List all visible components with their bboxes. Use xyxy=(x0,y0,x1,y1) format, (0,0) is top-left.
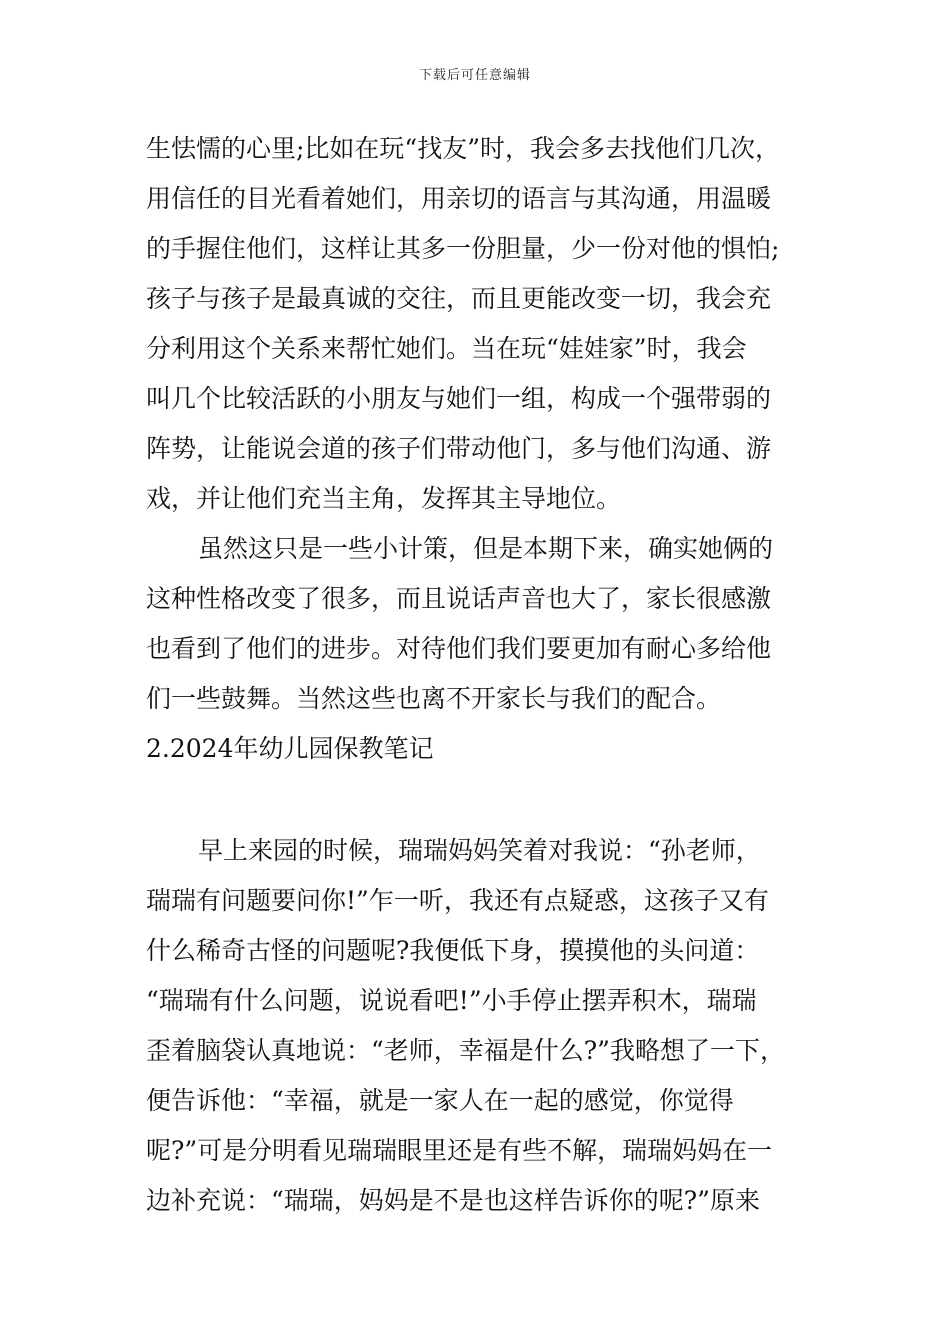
blank-line xyxy=(146,774,826,826)
text-line: 们一些鼓舞。当然这些也离不开家长与我们的配合。 xyxy=(146,684,722,713)
page-header-note: 下载后可任意编辑 xyxy=(418,68,531,83)
section-heading: 2.2024年幼儿园保教笔记 xyxy=(146,734,434,763)
text-line: 歪着脑袋认真地说：“老师，幸福是什么?”我略想了一下， xyxy=(146,1036,785,1065)
text-line: 用信任的目光看着她们，用亲切的语言与其沟通，用温暖 xyxy=(146,184,772,213)
text-line: 瑞瑞有问题要问你!”乍一听，我还有点疑惑，这孩子又有 xyxy=(146,886,769,915)
paragraph-2 xyxy=(146,524,826,724)
text-line: 的手握住他们，这样让其多一份胆量，少一份对他的惧怕; xyxy=(146,234,780,263)
text-line: 边补充说：“瑞瑞，妈妈是不是也这样告诉你的呢?”原来 xyxy=(146,1186,760,1215)
text-line: 孩子与孩子是最真诚的交往，而且更能改变一切，我会充 xyxy=(146,284,772,313)
document-body xyxy=(146,124,826,1226)
text-line: 也看到了他们的进步。对待他们我们要更加有耐心多给他 xyxy=(146,634,772,663)
text-line: 什么稀奇古怪的问题呢?我便低下身，摸摸他的头问道： xyxy=(146,936,760,965)
text-line: 这种性格改变了很多，而且说话声音也大了，家长很感激 xyxy=(146,584,772,613)
text-line: 便告诉他：“幸福，就是一家人在一起的感觉，你觉得 xyxy=(146,1086,734,1115)
paragraph-3 xyxy=(146,826,826,1226)
text-line: 虽然这只是一些小计策，但是本期下来，确实她俩的 xyxy=(198,534,774,563)
text-line: 戏，并让他们充当主角，发挥其主导地位。 xyxy=(146,484,622,513)
text-line: 生怯懦的心里;比如在玩“找友”时，我会多去找他们几次， xyxy=(146,134,780,163)
text-line: 阵势，让能说会道的孩子们带动他门，多与他们沟通、游 xyxy=(146,434,772,463)
text-line: 早上来园的时候，瑞瑞妈妈笑着对我说：“孙老师， xyxy=(198,836,761,865)
paragraph-1 xyxy=(146,124,826,524)
text-line: 叫几个比较活跃的小朋友与她们一组，构成一个强带弱的 xyxy=(146,384,772,413)
text-line: 分利用这个关系来帮忙她们。当在玩“娃娃家”时，我会 xyxy=(146,334,747,363)
text-line: “瑞瑞有什么问题，说说看吧!”小手停止摆弄积木，瑞瑞 xyxy=(146,986,757,1015)
text-line: 呢?”可是分明看见瑞瑞眼里还是有些不解，瑞瑞妈妈在一 xyxy=(146,1136,773,1165)
